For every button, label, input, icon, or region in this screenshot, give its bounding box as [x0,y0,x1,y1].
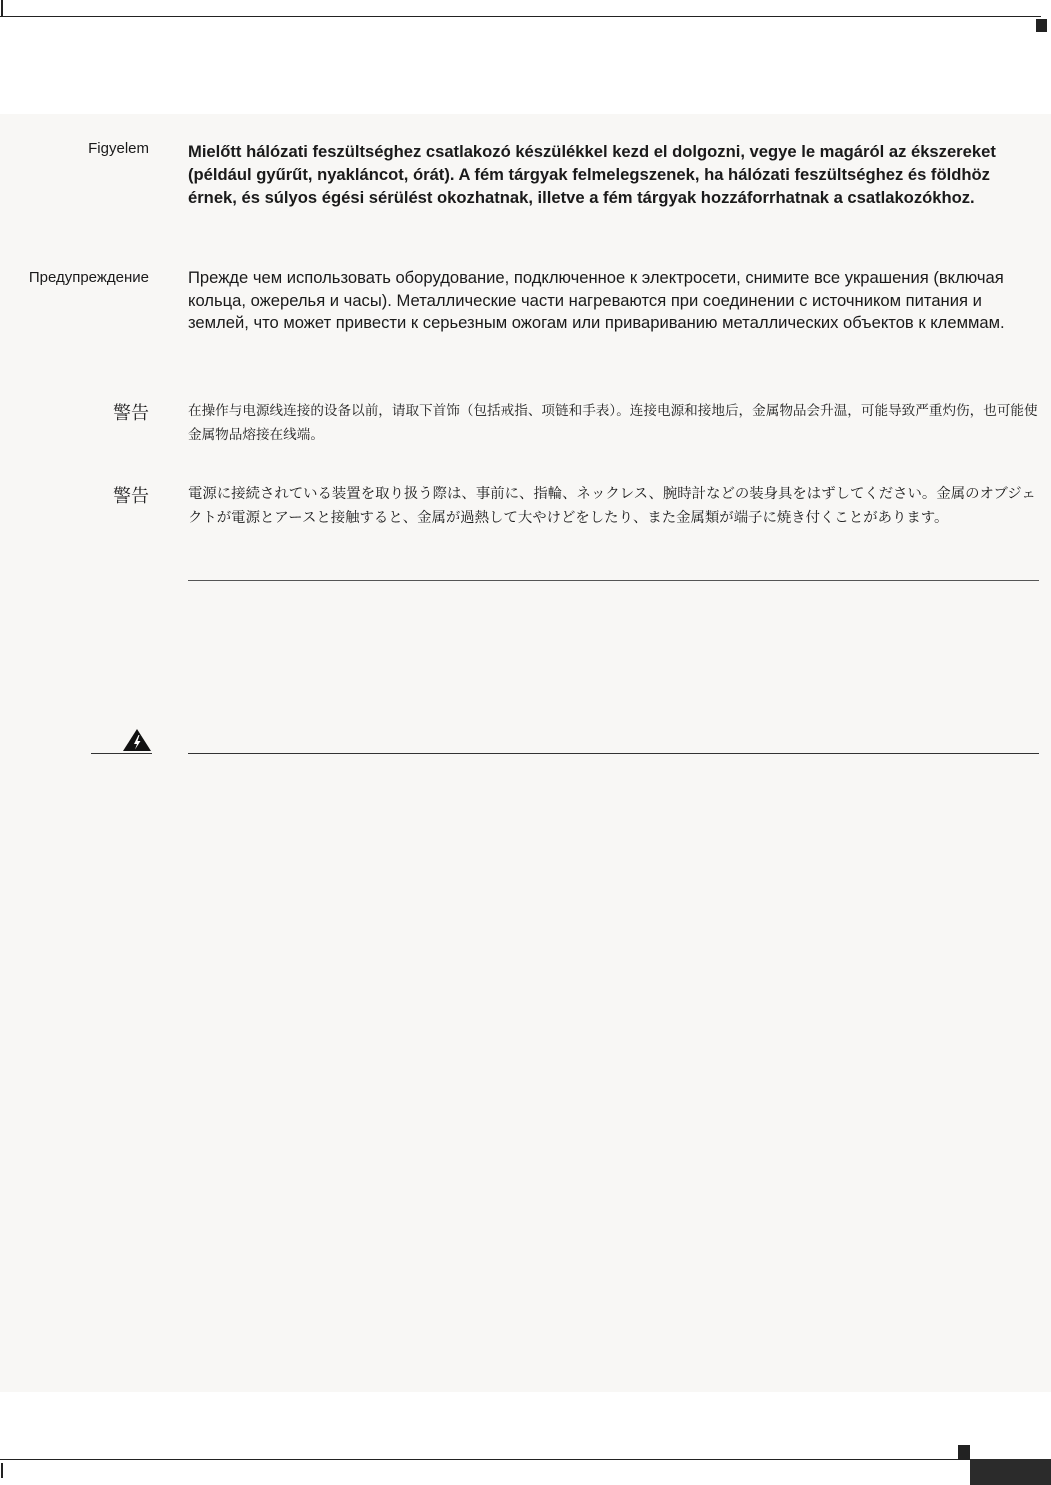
footer-rule [0,1459,970,1460]
header-left-tick [1,0,3,17]
footer-corner-marker [958,1445,970,1459]
warning-label-japanese: 警告 [113,486,149,506]
warning-rule [188,753,1039,754]
warning-label-chinese: 警告 [113,403,149,423]
warning-text-chinese [188,399,1040,447]
warning-paragraph: 在操作与电源线连接的设备以前，请取下首饰（包括戒指、项链和手表）。连接电源和接地后，金属物品会升温，可能导致严重灼伤，也可能使金属物品熔接在线端。 [188,403,1038,442]
page-number-tab [970,1459,1051,1485]
warning-icon-underline [91,753,152,754]
warning-paragraph: Прежде чем использовать оборудование, подключенное к электросети, снимите все украшения (включая кольца, ожерелья и часы). Металлические части нагреваются при соединении с источником питания и землей, что может привести к серьезным ожогам или привариванию металлических объектов к клеммам. [188,268,1005,332]
warning-text-hungarian [188,140,1040,209]
warning-paragraph: 電源に接続されている装置を取り扱う際は、事前に、指輪、ネックレス、腕時計などの装身具をはずしてください。金属のオブジェクトが電源とアースと接触すると、金属が過熱して大やけどをしたり、また金属類が端子に焼き付くことがあります。 [188,486,1036,526]
warning-label-russian: Предупреждение [28,269,149,286]
warning-text-japanese [188,482,1040,530]
header-corner-marker [1036,19,1047,32]
warning-text-russian [188,267,1040,335]
warning-triangle-lightning-icon [122,728,152,752]
footer-left-tick [1,1463,3,1478]
warning-label-hungarian: Figyelem [88,140,149,157]
section-divider [188,580,1039,581]
warning-paragraph: Mielőtt hálózati feszültséghez csatlakozó készülékkel kezd el dolgozni, vegye le magáról az ékszereket (például gyűrűt, nyakláncot, órát). A fém tárgyak felmelegszenek, ha hálózati feszültséghez és földhöz érnek, és súlyos égési sérülést okozhatnak, illetve a fém tárgyak hozzáforrhatnak a csatlakozókhoz. [188,142,996,207]
header-rule [0,16,1041,17]
